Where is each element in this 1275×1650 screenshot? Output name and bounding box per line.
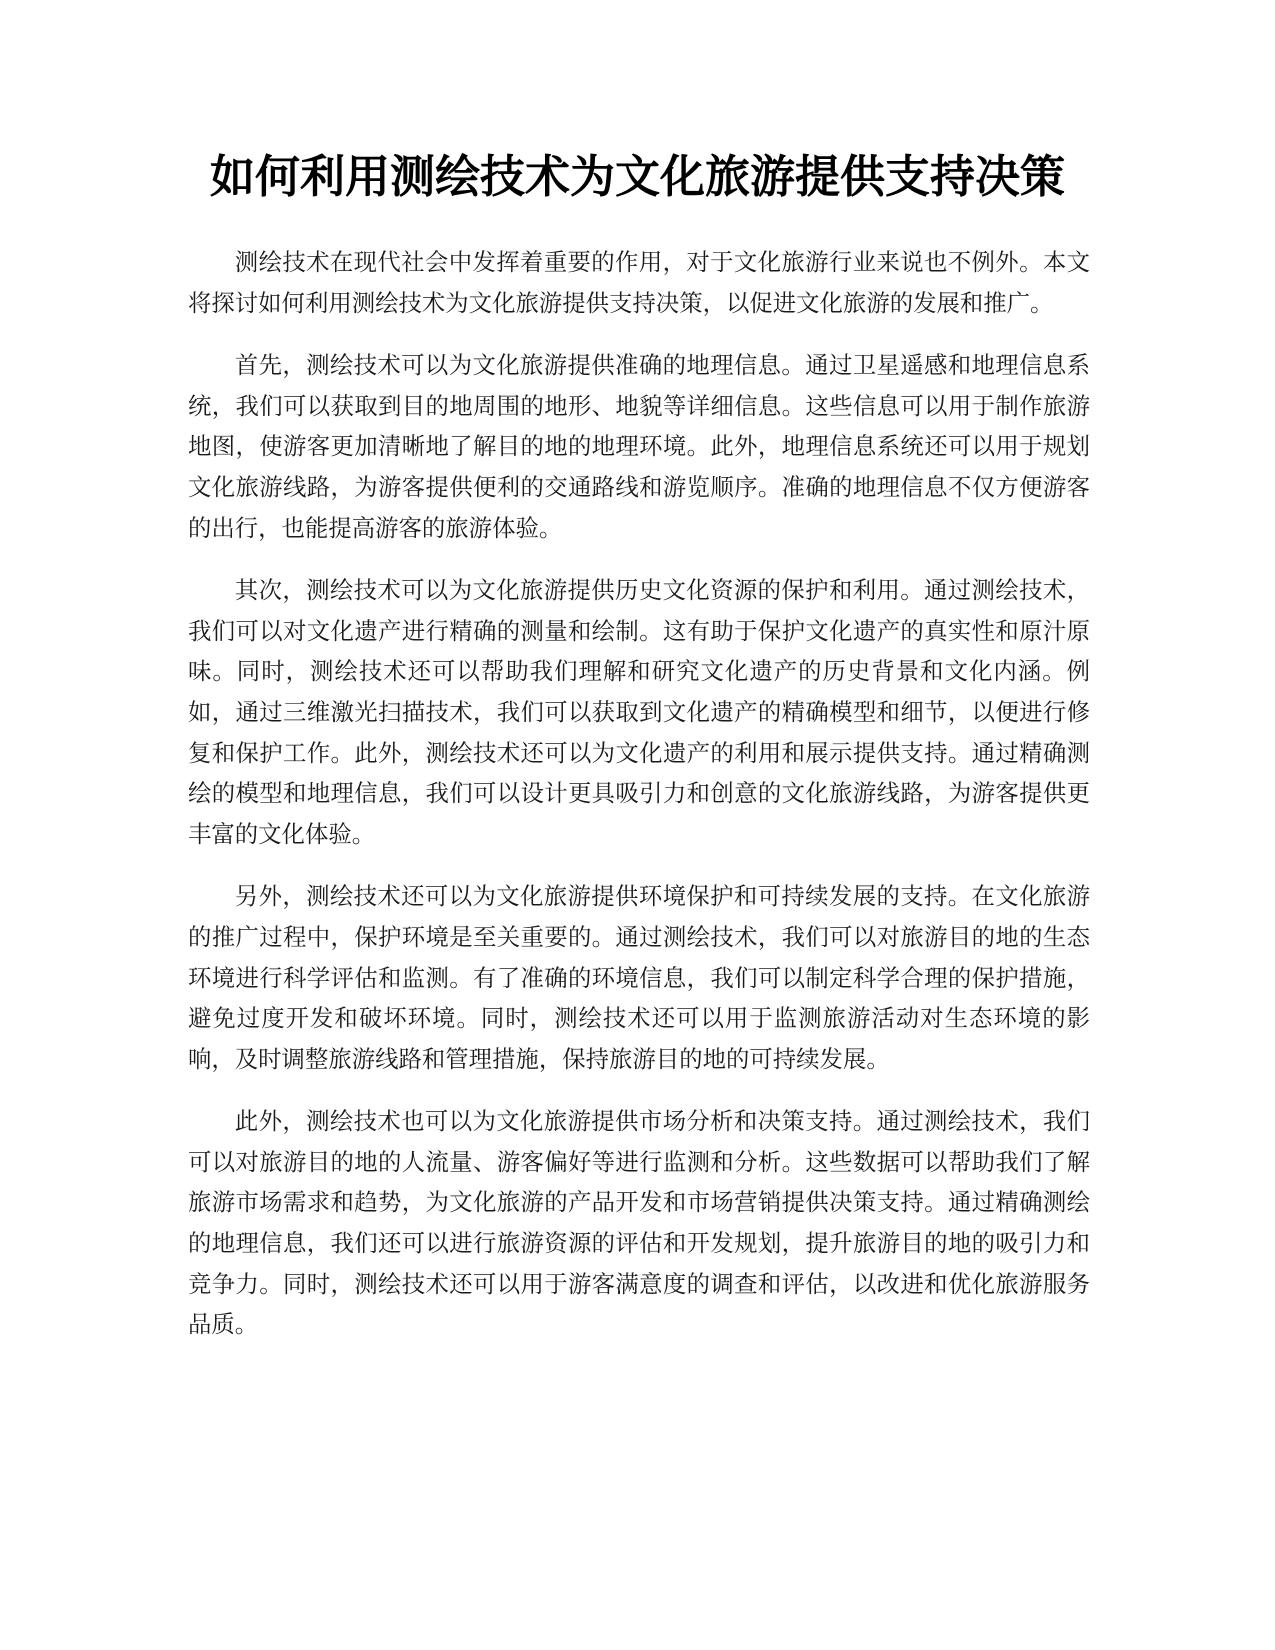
paragraph-environment: 另外，测绘技术还可以为文化旅游提供环境保护和可持续发展的支持。在文化旅游的推广过程中，保护环境是至关重要的。通过测绘技术，我们可以对旅游目的地的生态环境进行科学评估和监测。有了准确的环境信息，我们可以制定科学合理的保护措施，避免过度开发和破坏环境。同时，测绘技术还可以用于监测旅游活动对生态环境的影响，及时调整旅游线路和管理措施，保持旅游目的地的可持续发展。	[188, 882, 1090, 1073]
paragraph-intro: 测绘技术在现代社会中发挥着重要的作用，对于文化旅游行业来说也不例外。本文将探讨如何利用测绘技术为文化旅游提供支持决策，以促进文化旅游的发展和推广。	[188, 248, 1090, 317]
document-body	[188, 242, 1090, 1367]
document-title: 如何利用测绘技术为文化旅游提供支持决策	[209, 150, 1065, 203]
paragraph-market-analysis: 此外，测绘技术也可以为文化旅游提供市场分析和决策支持。通过测绘技术，我们可以对旅游目的地的人流量、游客偏好等进行监测和分析。这些数据可以帮助我们了解旅游市场需求和趋势，为文化旅游的产品开发和市场营销提供决策支持。通过精确测绘的地理信息，我们还可以进行旅游资源的评估和开发规划，提升旅游目的地的吸引力和竞争力。同时，测绘技术还可以用于游客满意度的调查和评估，以改进和优化旅游服务品质。	[188, 1107, 1090, 1339]
paragraph-geographic-info: 首先，测绘技术可以为文化旅游提供准确的地理信息。通过卫星遥感和地理信息系统，我们可以获取到目的地周围的地形、地貌等详细信息。这些信息可以用于制作旅游地图，使游客更加清晰地了解目的地的地理环境。此外，地理信息系统还可以用于规划文化旅游线路，为游客提供便利的交通路线和游览顺序。准确的地理信息不仅方便游客的出行，也能提高游客的旅游体验。	[188, 351, 1090, 542]
paragraph-heritage-protection: 其次，测绘技术可以为文化旅游提供历史文化资源的保护和利用。通过测绘技术，我们可以对文化遗产进行精确的测量和绘制。这有助于保护文化遗产的真实性和原汁原味。同时，测绘技术还可以帮助我们理解和研究文化遗产的历史背景和文化内涵。例如，通过三维激光扫描技术，我们可以获取到文化遗产的精确模型和细节，以便进行修复和保护工作。此外，测绘技术还可以为文化遗产的利用和展示提供支持。通过精确测绘的模型和地理信息，我们可以设计更具吸引力和创意的文化旅游线路，为游客提供更丰富的文化体验。	[188, 576, 1090, 848]
